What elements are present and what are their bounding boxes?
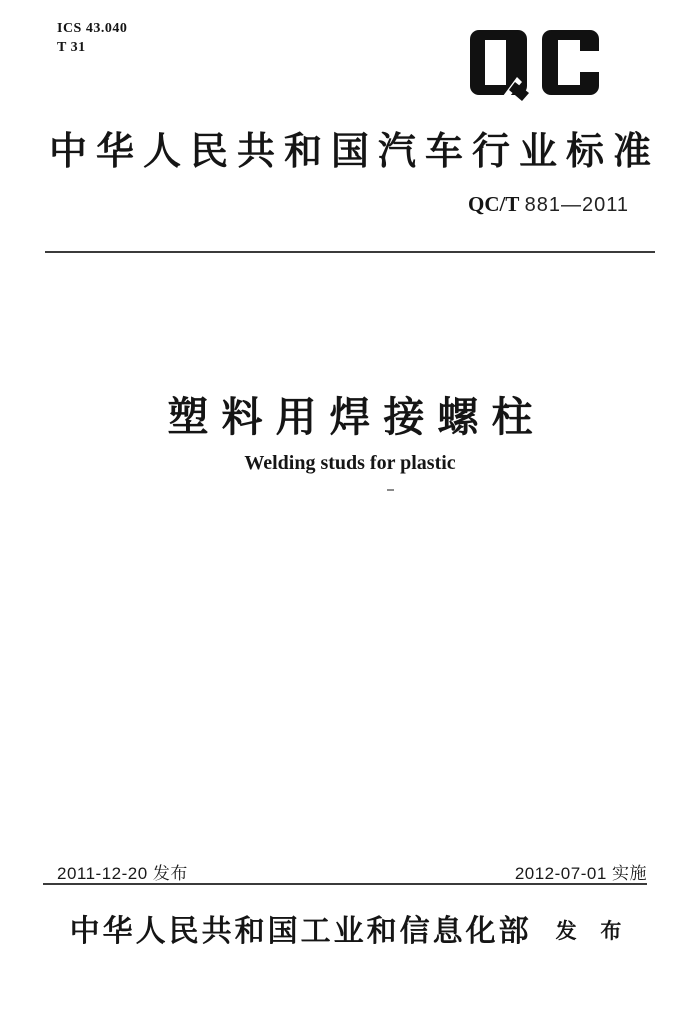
standard-number-value: 881—2011 <box>524 194 629 216</box>
issue-date: 2011-12-20 发布 <box>57 864 188 883</box>
qc-logo-icon <box>470 30 600 101</box>
implementation-date: 2012-07-01 实施 <box>514 864 647 883</box>
top-divider-rule <box>45 251 655 253</box>
ics-code-block <box>57 19 127 57</box>
standard-number-prefix: QC/T <box>468 192 520 216</box>
standard-banner-title: 中华人民共和国汽车行业标准 <box>48 131 660 173</box>
document-title-chinese: 塑料用焊接螺柱 <box>167 394 546 440</box>
standard-number <box>468 192 629 217</box>
document-title-english: Welding studs for plastic <box>244 452 456 474</box>
stray-scan-mark <box>387 489 394 491</box>
dates-row <box>57 859 647 884</box>
publisher-name: 中华人民共和国工业和信息化部 <box>69 915 532 948</box>
bottom-divider-rule <box>43 883 647 885</box>
classification-code: T 31 <box>57 40 86 55</box>
ics-code: ICS 43.040 <box>57 21 128 36</box>
publisher-row <box>0 906 700 950</box>
publish-action-label: 发 布 <box>555 920 631 943</box>
